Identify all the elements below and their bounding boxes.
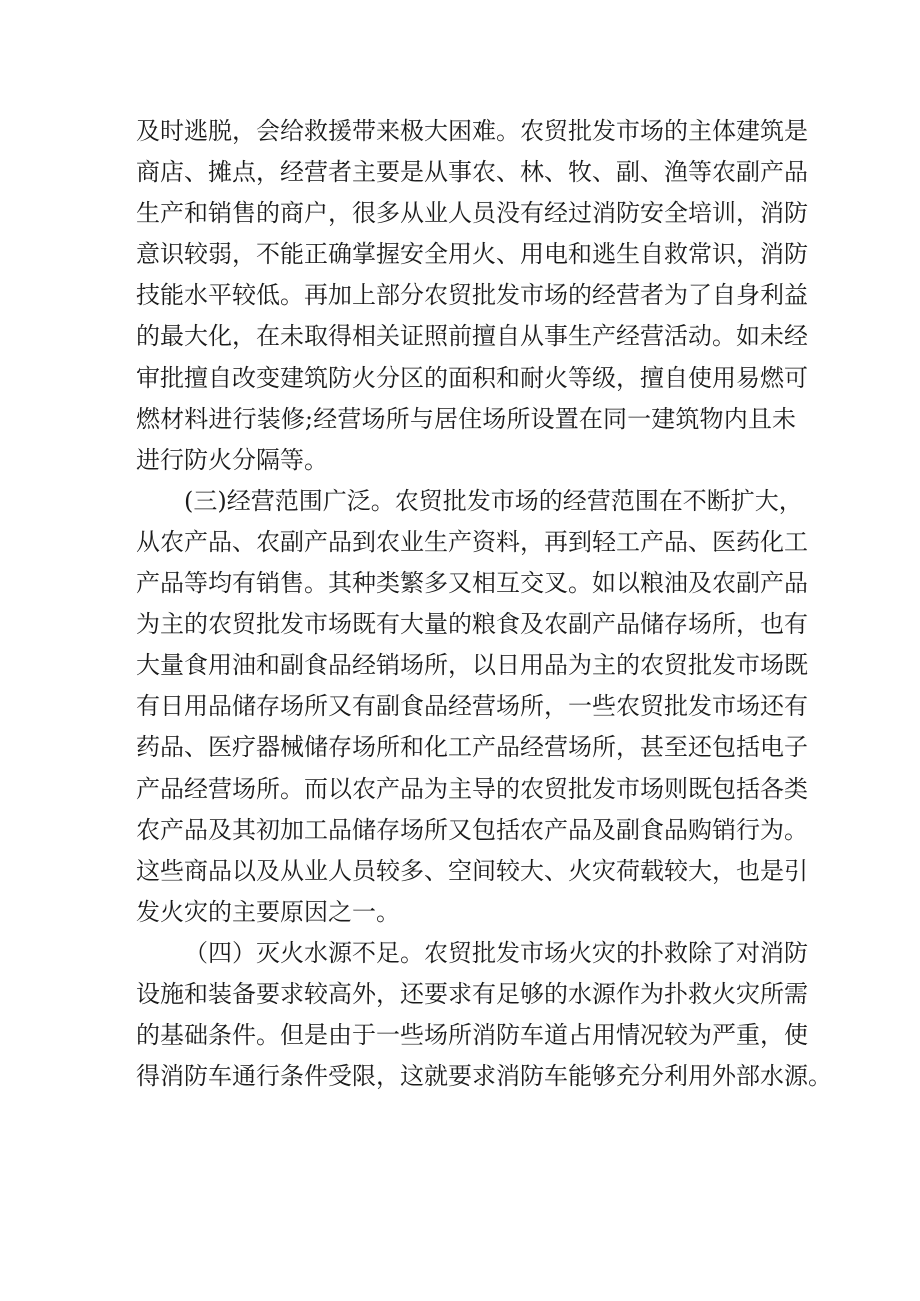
- text-line: 药品、医疗器械储存场所和化工产品经营场所，甚至还包括电子: [136, 733, 808, 762]
- text-line: (三)经营范围广泛。农贸批发市场的经营范围在不断扩大，: [184, 486, 803, 515]
- text-line: 农产品及其初加工品储存场所又包括农产品及副食品购销行为。: [136, 815, 808, 844]
- text-line: 大量食用油和副食品经销场所，以日用品为主的农贸批发市场既: [136, 651, 808, 680]
- text-line: 审批擅自改变建筑防火分区的面积和耐火等级，擅自使用易燃可: [136, 363, 808, 392]
- text-line: 从农产品、农副产品到农业生产资料，再到轻工产品、医药化工: [136, 527, 808, 556]
- text-line: 这些商品以及从业人员较多、空间较大、火灾荷载较大，也是引: [136, 856, 808, 885]
- text-line: （四）灭火水源不足。农贸批发市场火灾的扑救除了对消防: [184, 938, 808, 967]
- text-line: 进行防火分隔等。: [136, 445, 328, 474]
- text-line: 设施和装备要求较高外，还要求有足够的水源作为扑救火灾所需: [136, 979, 808, 1008]
- text-line: 燃材料进行装修;经营场所与居住场所设置在同一建筑物内且未: [136, 404, 796, 433]
- text-line: 发火灾的主要原因之一。: [136, 897, 400, 926]
- text-line: 的最大化，在未取得相关证照前擅自从事生产经营活动。如未经: [136, 322, 808, 351]
- text-line: 为主的农贸批发市场既有大量的粮食及农副产品储存场所，也有: [136, 610, 808, 639]
- text-line: 技能水平较低。再加上部分农贸批发市场的经营者为了自身利益: [136, 281, 808, 310]
- text-line: 生产和销售的商户，很多从业人员没有经过消防安全培训，消防: [136, 199, 808, 228]
- text-line: 及时逃脱，会给救援带来极大困难。农贸批发市场的主体建筑是: [136, 117, 808, 145]
- text-line: 意识较弱，不能正确掌握安全用火、用电和逃生自救常识，消防: [136, 240, 808, 269]
- text-line: 产品经营场所。而以农产品为主导的农贸批发市场则既包括各类: [136, 774, 808, 803]
- paragraph-3: [136, 933, 832, 1097]
- body-text: [136, 111, 832, 1097]
- paragraph-1: [136, 111, 808, 481]
- text-line: 商店、摊点，经营者主要是从事农、林、牧、副、渔等农副产品: [136, 158, 808, 187]
- text-line: 有日用品储存场所又有副食品经营场所，一些农贸批发市场还有: [136, 692, 808, 721]
- text-line: 得消防车通行条件受限，这就要求消防车能够充分利用外部水源。: [136, 1062, 832, 1091]
- text-line: 的基础条件。但是由于一些场所消防车道占用情况较为严重，使: [136, 1021, 808, 1050]
- paragraph-2: [136, 481, 808, 933]
- text-line: 产品等均有销售。其种类繁多又相互交叉。如以粮油及农副产品: [136, 569, 808, 598]
